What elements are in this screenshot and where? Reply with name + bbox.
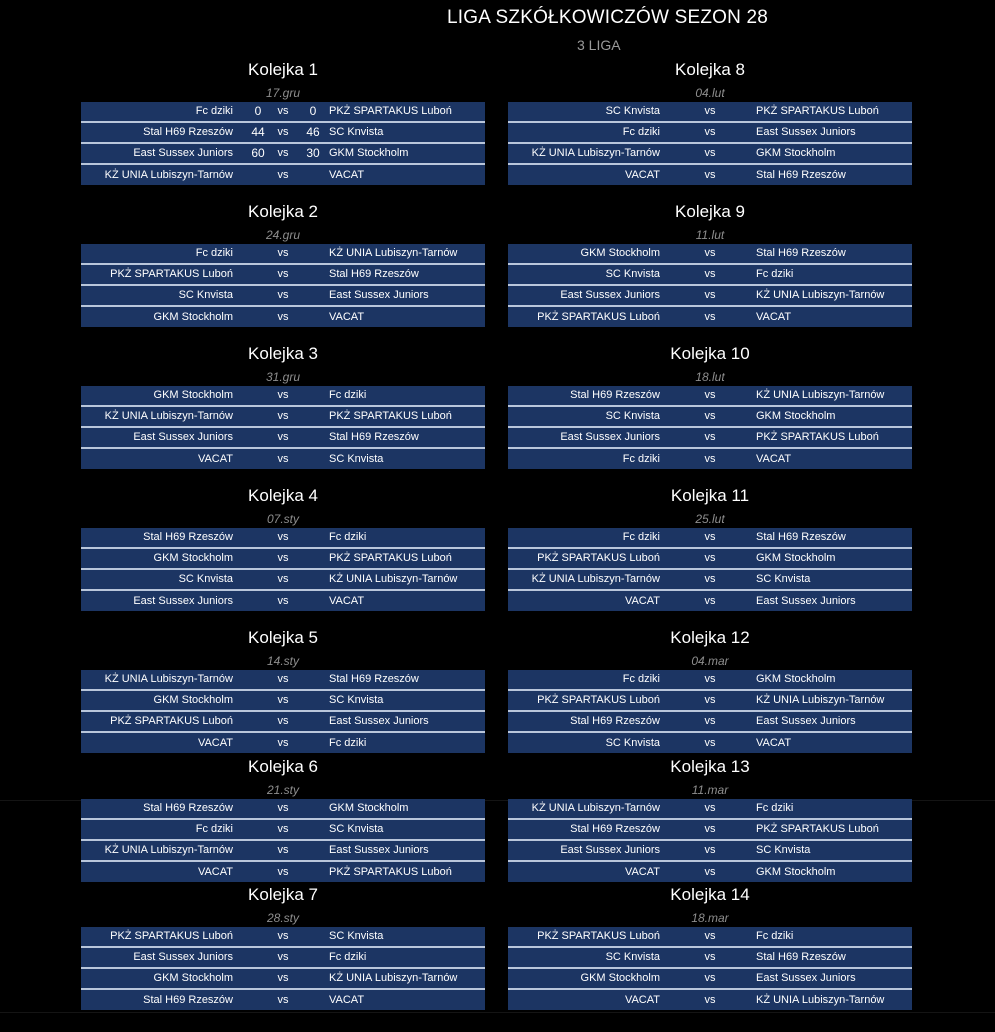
vs-label: vs <box>704 105 716 117</box>
home-team: KŻ UNIA Lubiszyn-Tarnów <box>531 802 660 814</box>
match-row[interactable] <box>81 144 485 165</box>
vs-label: vs <box>277 823 289 835</box>
match-row[interactable] <box>81 862 485 882</box>
home-team: Stal H69 Rzeszów <box>143 126 233 138</box>
home-team: SC Knvista <box>178 289 233 301</box>
match-row[interactable] <box>508 286 912 307</box>
page-subtitle: 3 LIGA <box>577 37 621 53</box>
home-team: VACAT <box>197 866 233 878</box>
vs-label: vs <box>704 951 716 963</box>
round-title: Kolejka 13 <box>670 757 750 776</box>
away-team: East Sussex Juniors <box>756 126 856 138</box>
vs-label: vs <box>277 431 289 443</box>
home-team: Stal H69 Rzeszów <box>143 802 233 814</box>
vs-label: vs <box>277 737 289 749</box>
home-team: Stal H69 Rzeszów <box>143 531 233 543</box>
vs-label: vs <box>704 389 716 401</box>
round-date: 04.lut <box>695 86 725 100</box>
home-team: PKŻ SPARTAKUS Luboń <box>537 694 660 706</box>
vs-label: vs <box>704 453 716 465</box>
away-score: 0 <box>309 104 317 118</box>
match-row[interactable] <box>508 948 912 969</box>
away-team: KŻ UNIA Lubiszyn-Tarnów <box>329 247 458 259</box>
round-title: Kolejka 3 <box>248 344 318 363</box>
vs-label: vs <box>704 694 716 706</box>
vs-label: vs <box>277 247 289 259</box>
vs-label: vs <box>277 866 289 878</box>
away-team: Stal H69 Rzeszów <box>756 247 846 259</box>
round-block <box>508 885 912 1011</box>
vs-label: vs <box>277 289 289 301</box>
vs-label: vs <box>277 972 289 984</box>
vs-label: vs <box>277 410 289 422</box>
match-row[interactable] <box>81 386 485 407</box>
away-score: 46 <box>306 125 320 139</box>
home-team: Fc dziki <box>622 126 660 138</box>
away-team: GKM Stockholm <box>756 552 836 564</box>
away-team: VACAT <box>329 169 365 181</box>
match-row[interactable] <box>81 927 485 948</box>
round-block <box>81 757 485 883</box>
match-row[interactable] <box>81 570 485 591</box>
away-team: KŻ UNIA Lubiszyn-Tarnów <box>756 694 885 706</box>
round-title: Kolejka 9 <box>675 202 745 221</box>
vs-label: vs <box>277 169 289 181</box>
round-date: 17.gru <box>265 86 301 100</box>
away-team: Fc dziki <box>756 268 794 280</box>
match-row[interactable] <box>508 591 912 611</box>
round-title: Kolejka 1 <box>248 60 318 79</box>
vs-label: vs <box>277 105 289 117</box>
vs-label: vs <box>704 531 716 543</box>
match-row[interactable] <box>508 244 912 265</box>
home-team: VACAT <box>197 737 233 749</box>
away-team: East Sussex Juniors <box>756 715 856 727</box>
match-row[interactable] <box>508 990 912 1010</box>
home-team: GKM Stockholm <box>153 694 233 706</box>
away-team: VACAT <box>756 737 792 749</box>
round-title: Kolejka 6 <box>248 757 318 776</box>
match-row[interactable] <box>81 307 485 327</box>
home-team: PKŻ SPARTAKUS Luboń <box>537 311 660 323</box>
match-row[interactable] <box>81 165 485 185</box>
vs-label: vs <box>704 247 716 259</box>
match-row[interactable] <box>81 969 485 990</box>
round-block <box>508 344 912 470</box>
match-row[interactable] <box>81 102 485 123</box>
round-title: Kolejka 11 <box>670 486 750 505</box>
match-row[interactable] <box>81 670 485 691</box>
away-team: KŻ UNIA Lubiszyn-Tarnów <box>756 994 885 1006</box>
match-row[interactable] <box>508 733 912 753</box>
match-row[interactable] <box>81 691 485 712</box>
vs-label: vs <box>277 715 289 727</box>
vs-label: vs <box>704 147 716 159</box>
vs-label: vs <box>704 673 716 685</box>
home-team: VACAT <box>197 453 233 465</box>
away-team: Fc dziki <box>329 951 367 963</box>
vs-label: vs <box>277 126 289 138</box>
vs-label: vs <box>704 431 716 443</box>
home-team: KŻ UNIA Lubiszyn-Tarnów <box>104 844 233 856</box>
home-team: SC Knvista <box>605 410 660 422</box>
vs-label: vs <box>277 595 289 607</box>
away-team: VACAT <box>756 453 792 465</box>
match-row[interactable] <box>508 528 912 549</box>
home-team: Fc dziki <box>195 247 233 259</box>
home-team: VACAT <box>624 866 660 878</box>
match-row[interactable] <box>508 712 912 733</box>
away-team: GKM Stockholm <box>756 866 836 878</box>
match-row[interactable] <box>508 165 912 185</box>
round-date: 07.sty <box>266 512 299 526</box>
round-title: Kolejka 14 <box>670 885 750 904</box>
away-team: VACAT <box>329 311 365 323</box>
vs-label: vs <box>277 147 289 159</box>
away-team: VACAT <box>756 311 792 323</box>
home-team: PKŻ SPARTAKUS Luboń <box>537 552 660 564</box>
vs-label: vs <box>277 389 289 401</box>
home-team: GKM Stockholm <box>153 972 233 984</box>
match-row[interactable] <box>508 102 912 123</box>
home-team: Stal H69 Rzeszów <box>570 715 660 727</box>
away-team: Fc dziki <box>756 802 794 814</box>
away-team: GKM Stockholm <box>329 802 409 814</box>
match-row[interactable] <box>81 733 485 753</box>
match-row[interactable] <box>508 820 912 841</box>
page-title: LIGA SZKÓŁKOWICZÓW SEZON 28 <box>447 7 769 28</box>
home-team: KŻ UNIA Lubiszyn-Tarnów <box>104 673 233 685</box>
away-team: SC Knvista <box>756 844 811 856</box>
round-date: 24.gru <box>265 228 301 242</box>
vs-label: vs <box>704 715 716 727</box>
away-team: SC Knvista <box>329 694 384 706</box>
home-team: Fc dziki <box>622 453 660 465</box>
home-team: East Sussex Juniors <box>560 844 660 856</box>
home-team: SC Knvista <box>605 105 660 117</box>
away-team: KŻ UNIA Lubiszyn-Tarnów <box>329 573 458 585</box>
away-team: East Sussex Juniors <box>329 715 429 727</box>
vs-label: vs <box>277 673 289 685</box>
round-date: 18.mar <box>691 911 729 925</box>
match-row[interactable] <box>508 307 912 327</box>
vs-label: vs <box>704 311 716 323</box>
home-team: KŻ UNIA Lubiszyn-Tarnów <box>104 169 233 181</box>
vs-label: vs <box>277 694 289 706</box>
vs-label: vs <box>704 268 716 280</box>
away-team: GKM Stockholm <box>756 147 836 159</box>
vs-label: vs <box>277 268 289 280</box>
away-team: Stal H69 Rzeszów <box>329 431 419 443</box>
round-date: 14.sty <box>266 654 299 668</box>
home-team: Fc dziki <box>622 531 660 543</box>
vs-label: vs <box>704 823 716 835</box>
match-row[interactable] <box>508 570 912 591</box>
match-row[interactable] <box>508 428 912 449</box>
home-team: East Sussex Juniors <box>560 431 660 443</box>
away-team: GKM Stockholm <box>756 673 836 685</box>
match-row[interactable] <box>508 969 912 990</box>
away-team: Stal H69 Rzeszów <box>756 169 846 181</box>
vs-label: vs <box>277 311 289 323</box>
round-date: 11.mar <box>691 783 729 797</box>
away-team: Fc dziki <box>756 930 794 942</box>
home-team: SC Knvista <box>178 573 233 585</box>
match-row[interactable] <box>508 449 912 469</box>
match-row[interactable] <box>508 670 912 691</box>
vs-label: vs <box>277 453 289 465</box>
vs-label: vs <box>277 802 289 814</box>
home-team: VACAT <box>624 994 660 1006</box>
vs-label: vs <box>277 930 289 942</box>
round-block <box>508 60 912 186</box>
match-row[interactable] <box>508 799 912 820</box>
vs-label: vs <box>277 994 289 1006</box>
round-date: 04.mar <box>691 654 729 668</box>
round-block <box>81 60 485 186</box>
match-row[interactable] <box>81 712 485 733</box>
round-date: 18.lut <box>695 370 725 384</box>
vs-label: vs <box>704 410 716 422</box>
match-row[interactable] <box>508 386 912 407</box>
home-team: GKM Stockholm <box>153 389 233 401</box>
home-team: VACAT <box>624 169 660 181</box>
round-title: Kolejka 12 <box>670 628 750 647</box>
away-team: Stal H69 Rzeszów <box>329 268 419 280</box>
away-team: SC Knvista <box>756 573 811 585</box>
away-score: 30 <box>306 146 320 160</box>
away-team: SC Knvista <box>329 930 384 942</box>
round-block <box>81 885 485 1011</box>
round-date: 25.lut <box>695 512 725 526</box>
round-title: Kolejka 5 <box>248 628 318 647</box>
away-team: Stal H69 Rzeszów <box>329 673 419 685</box>
match-row[interactable] <box>81 528 485 549</box>
round-block <box>81 486 485 612</box>
away-team: PKŻ SPARTAKUS Luboń <box>756 431 879 443</box>
match-row[interactable] <box>81 948 485 969</box>
home-team: PKŻ SPARTAKUS Luboń <box>110 268 233 280</box>
match-row[interactable] <box>81 407 485 428</box>
match-row[interactable] <box>81 286 485 307</box>
round-block <box>81 344 485 470</box>
vs-label: vs <box>704 552 716 564</box>
home-team: GKM Stockholm <box>153 311 233 323</box>
away-team: East Sussex Juniors <box>329 844 429 856</box>
match-row[interactable] <box>508 144 912 165</box>
vs-label: vs <box>277 844 289 856</box>
away-team: Fc dziki <box>329 737 367 749</box>
home-team: Stal H69 Rzeszów <box>570 823 660 835</box>
away-team: KŻ UNIA Lubiszyn-Tarnów <box>756 389 885 401</box>
away-team: KŻ UNIA Lubiszyn-Tarnów <box>756 289 885 301</box>
home-team: East Sussex Juniors <box>133 951 233 963</box>
home-team: VACAT <box>624 595 660 607</box>
away-team: PKŻ SPARTAKUS Luboń <box>329 105 452 117</box>
match-row[interactable] <box>508 549 912 570</box>
home-team: Fc dziki <box>195 823 233 835</box>
home-score: 60 <box>251 146 265 160</box>
home-team: East Sussex Juniors <box>560 289 660 301</box>
vs-label: vs <box>704 126 716 138</box>
match-row[interactable] <box>508 407 912 428</box>
match-row[interactable] <box>508 841 912 862</box>
vs-label: vs <box>277 951 289 963</box>
match-row[interactable] <box>81 990 485 1010</box>
home-team: Fc dziki <box>195 105 233 117</box>
match-row[interactable] <box>81 449 485 469</box>
match-row[interactable] <box>81 820 485 841</box>
home-team: KŻ UNIA Lubiszyn-Tarnów <box>531 573 660 585</box>
round-date: 28.sty <box>266 911 299 925</box>
away-team: VACAT <box>329 595 365 607</box>
round-title: Kolejka 8 <box>675 60 745 79</box>
round-date: 21.sty <box>266 783 299 797</box>
home-team: SC Knvista <box>605 268 660 280</box>
round-block <box>508 486 912 612</box>
home-team: KŻ UNIA Lubiszyn-Tarnów <box>104 410 233 422</box>
match-row[interactable] <box>81 265 485 286</box>
away-team: PKŻ SPARTAKUS Luboń <box>329 866 452 878</box>
away-team: East Sussex Juniors <box>756 972 856 984</box>
match-row[interactable] <box>508 927 912 948</box>
away-team: Fc dziki <box>329 531 367 543</box>
away-team: GKM Stockholm <box>756 410 836 422</box>
away-team: SC Knvista <box>329 453 384 465</box>
home-team: Stal H69 Rzeszów <box>143 994 233 1006</box>
match-row[interactable] <box>508 123 912 144</box>
away-team: PKŻ SPARTAKUS Luboń <box>329 410 452 422</box>
round-block <box>81 628 485 754</box>
home-team: KŻ UNIA Lubiszyn-Tarnów <box>531 147 660 159</box>
away-team: Stal H69 Rzeszów <box>756 951 846 963</box>
home-team: Stal H69 Rzeszów <box>570 389 660 401</box>
round-block <box>81 202 485 328</box>
vs-label: vs <box>704 844 716 856</box>
round-title: Kolejka 10 <box>670 344 750 363</box>
home-team: East Sussex Juniors <box>133 595 233 607</box>
round-title: Kolejka 2 <box>248 202 318 221</box>
round-block <box>508 202 912 328</box>
home-team: Fc dziki <box>622 673 660 685</box>
home-team: GKM Stockholm <box>580 247 660 259</box>
away-team: Stal H69 Rzeszów <box>756 531 846 543</box>
away-team: GKM Stockholm <box>329 147 409 159</box>
away-team: SC Knvista <box>329 126 384 138</box>
away-team: East Sussex Juniors <box>756 595 856 607</box>
vs-label: vs <box>704 866 716 878</box>
vs-label: vs <box>277 573 289 585</box>
round-date: 11.lut <box>695 228 725 242</box>
home-team: SC Knvista <box>605 951 660 963</box>
vs-label: vs <box>704 737 716 749</box>
away-team: SC Knvista <box>329 823 384 835</box>
vs-label: vs <box>277 552 289 564</box>
round-block <box>508 757 912 883</box>
match-row[interactable] <box>81 591 485 611</box>
home-team: SC Knvista <box>605 737 660 749</box>
vs-label: vs <box>704 994 716 1006</box>
vs-label: vs <box>704 930 716 942</box>
away-team: PKŻ SPARTAKUS Luboń <box>756 105 879 117</box>
away-team: VACAT <box>329 994 365 1006</box>
away-team: PKŻ SPARTAKUS Luboń <box>329 552 452 564</box>
match-row[interactable] <box>508 265 912 286</box>
home-team: GKM Stockholm <box>153 552 233 564</box>
home-team: East Sussex Juniors <box>133 147 233 159</box>
away-team: KŻ UNIA Lubiszyn-Tarnów <box>329 972 458 984</box>
home-score: 0 <box>254 104 262 118</box>
match-row[interactable] <box>81 841 485 862</box>
divider <box>0 1012 995 1013</box>
match-row[interactable] <box>508 862 912 882</box>
match-row[interactable] <box>81 244 485 265</box>
away-team: Fc dziki <box>329 389 367 401</box>
home-team: East Sussex Juniors <box>133 431 233 443</box>
match-row[interactable] <box>508 691 912 712</box>
match-row[interactable] <box>81 799 485 820</box>
match-row[interactable] <box>81 428 485 449</box>
vs-label: vs <box>704 169 716 181</box>
round-block <box>508 628 912 754</box>
away-team: East Sussex Juniors <box>329 289 429 301</box>
match-row[interactable] <box>81 123 485 144</box>
vs-label: vs <box>704 573 716 585</box>
vs-label: vs <box>704 289 716 301</box>
vs-label: vs <box>704 595 716 607</box>
home-team: GKM Stockholm <box>580 972 660 984</box>
match-row[interactable] <box>81 549 485 570</box>
away-team: PKŻ SPARTAKUS Luboń <box>756 823 879 835</box>
home-score: 44 <box>251 125 265 139</box>
home-team: PKŻ SPARTAKUS Luboń <box>110 930 233 942</box>
round-title: Kolejka 4 <box>248 486 318 505</box>
home-team: PKŻ SPARTAKUS Luboń <box>110 715 233 727</box>
vs-label: vs <box>704 802 716 814</box>
round-title: Kolejka 7 <box>248 885 318 904</box>
vs-label: vs <box>277 531 289 543</box>
home-team: PKŻ SPARTAKUS Luboń <box>537 930 660 942</box>
round-date: 31.gru <box>265 370 301 384</box>
vs-label: vs <box>704 972 716 984</box>
